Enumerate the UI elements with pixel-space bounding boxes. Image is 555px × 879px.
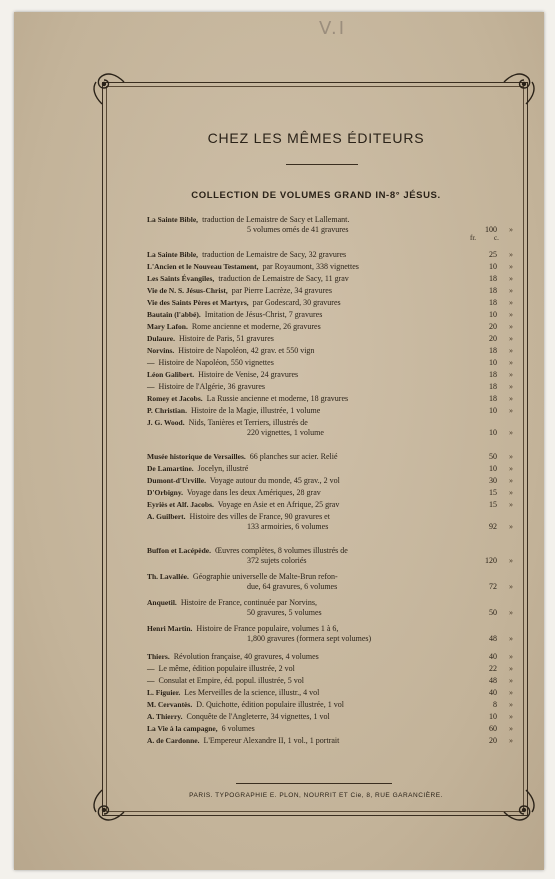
entry-cents-mark: » [509, 382, 513, 391]
entry-price: 18 [489, 382, 497, 391]
entry-description: Conquête de l'Angleterre, 34 vignettes, 1 vol [184, 712, 330, 721]
entry-price: 10 [489, 712, 497, 721]
entry-description-cont: due, 64 gravures, 6 volumes [247, 582, 338, 591]
catalog-entry [147, 250, 513, 260]
entry-author: Norvins. [147, 346, 175, 355]
entry-description: Histoire de la Magie, illustrée, 1 volume [188, 406, 321, 415]
entry-price: 40 [489, 652, 497, 661]
entry-price: 8 [493, 700, 497, 709]
catalog-entry [147, 406, 513, 416]
catalog-entry [147, 546, 513, 566]
entry-author: La Sainte Bible, [147, 215, 199, 224]
printer-imprint: PARIS. TYPOGRAPHIE E. PLON, NOURRIT ET Cie, 8, RUE GARANCIÈRE. [189, 792, 443, 799]
entry-author: J. G. Wood. [147, 418, 185, 427]
catalog-entry [147, 358, 513, 368]
entry-description: Histoire de Napoléon, 42 grav. et 550 vign [176, 346, 315, 355]
entry-price: 20 [489, 736, 497, 745]
entry-cents-mark: » [509, 736, 513, 745]
entry-author: L. Figuier. [147, 688, 181, 697]
entry-author: L'Ancien et le Nouveau Testament, [147, 262, 259, 271]
catalog-entry [147, 452, 513, 462]
entry-description: Le même, édition populaire illustrée, 2 vol [156, 664, 295, 673]
entry-description: Géographie universelle de Malte-Brun refon- [190, 572, 338, 581]
entry-price: 10 [489, 358, 497, 367]
catalog-entry [147, 310, 513, 320]
entry-cents-mark: » [509, 370, 513, 379]
collection-subtitle: COLLECTION DE VOLUMES GRAND IN-8° JÉSUS. [191, 190, 441, 201]
pencil-note: V.I [319, 18, 347, 39]
entry-price: 18 [489, 286, 497, 295]
entry-description: Histoire de Venise, 24 gravures [196, 370, 299, 379]
entry-description: 6 volumes [219, 724, 255, 733]
entry-cents-mark: » [509, 225, 513, 234]
entry-author: Vie de N. S. Jésus-Christ, [147, 286, 228, 295]
catalog-entry [147, 712, 513, 722]
entry-author: Th. Lavallée. [147, 572, 189, 581]
catalog-entry [147, 700, 513, 710]
entry-author: Anquetil. [147, 598, 177, 607]
entry-price: 15 [489, 500, 497, 509]
entry-price: 100 [485, 225, 497, 234]
entry-price: 60 [489, 724, 497, 733]
entry-description: Rome ancienne et moderne, 26 gravures [189, 322, 321, 331]
entry-price: 30 [489, 476, 497, 485]
entry-price: 48 [489, 634, 497, 643]
catalog-entry [147, 274, 513, 284]
entry-description: Œuvres complètes, 8 volumes illustrés de [212, 546, 348, 555]
entry-cents-mark: » [509, 274, 513, 283]
entry-description: Révolution française, 40 gravures, 4 volumes [171, 652, 319, 661]
catalog-entry [147, 664, 513, 674]
entry-price: 15 [489, 488, 497, 497]
entry-cents-mark: » [509, 488, 513, 497]
entry-author: — [147, 382, 155, 391]
entry-author: Vie des Saints Pères et Martyrs, [147, 298, 249, 307]
catalog-entry [147, 215, 513, 235]
entry-description-cont: 133 armoiries, 6 volumes [247, 522, 329, 531]
entry-description: traduction de Lemaistre de Sacy, 11 grav [216, 274, 349, 283]
entry-author: Léon Galibert. [147, 370, 195, 379]
entry-author: Thiers. [147, 652, 170, 661]
entry-description-cont: 372 sujets coloriés [247, 556, 307, 565]
catalog-entry [147, 322, 513, 332]
entry-author: M. Cervantès. [147, 700, 193, 709]
entry-author: Mary Lafon. [147, 322, 188, 331]
catalog-entry [147, 500, 513, 510]
entry-cents-mark: » [509, 652, 513, 661]
entry-price: 20 [489, 322, 497, 331]
entry-description: D. Quichotte, édition populaire illustrée, 1 vol [194, 700, 344, 709]
entry-description-cont: 5 volumes ornés de 41 gravures [247, 225, 349, 234]
entry-description: Histoire de France, continuée par Norvins, [178, 598, 317, 607]
entry-author: Romey et Jacobs. [147, 394, 203, 403]
entry-cents-mark: » [509, 406, 513, 415]
entry-price: 92 [489, 522, 497, 531]
entry-cents-mark: » [509, 250, 513, 259]
catalog-entry [147, 488, 513, 498]
entry-cents-mark: » [509, 346, 513, 355]
catalog-entry [147, 724, 513, 734]
catalog-entry [147, 394, 513, 404]
entry-description: Voyage dans les deux Amériques, 28 grav [185, 488, 321, 497]
entry-description: Voyage autour du monde, 45 grav., 2 vol [207, 476, 340, 485]
entry-description: Histoire de France populaire, volumes 1 à 6, [194, 624, 339, 633]
entry-price: 22 [489, 664, 497, 673]
entry-author: Henri Martin. [147, 624, 193, 633]
entry-author: — [147, 358, 155, 367]
entry-cents-mark: » [509, 310, 513, 319]
entry-description: Histoire des villes de France, 90 gravures et [187, 512, 330, 521]
entry-description: Consulat et Empire, éd. popul. illustrée, 5 vol [156, 676, 305, 685]
entry-description: Histoire de Napoléon, 550 vignettes [156, 358, 274, 367]
entry-author: Buffon et Lacépède. [147, 546, 211, 555]
entry-description: Jocelyn, illustré [195, 464, 249, 473]
entry-cents-mark: » [509, 712, 513, 721]
entry-description-cont: 220 vignettes, 1 volume [247, 428, 324, 437]
currency-cents: c. [494, 234, 499, 242]
currency-unit: fr. [470, 234, 477, 242]
entry-author: De Lamartine. [147, 464, 194, 473]
entry-cents-mark: » [509, 634, 513, 643]
entry-author: Eyriès et Alf. Jacobs. [147, 500, 214, 509]
entry-cents-mark: » [509, 334, 513, 343]
entry-description: Histoire de l'Algérie, 36 gravures [156, 382, 266, 391]
entry-cents-mark: » [509, 452, 513, 461]
entry-cents-mark: » [509, 700, 513, 709]
entry-cents-mark: » [509, 298, 513, 307]
entry-price: 10 [489, 428, 497, 437]
footer-divider [236, 783, 392, 784]
entry-cents-mark: » [509, 286, 513, 295]
catalog-entry [147, 624, 513, 644]
entry-description: La Russie ancienne et moderne, 18 gravures [204, 394, 349, 403]
entry-description: 66 planches sur acier. Relié [247, 452, 338, 461]
back-cover-page [14, 12, 544, 870]
entry-cents-mark: » [509, 464, 513, 473]
entry-price: 120 [485, 556, 497, 565]
entry-price: 18 [489, 370, 497, 379]
entry-price: 20 [489, 334, 497, 343]
entry-author: A. Guilbert. [147, 512, 186, 521]
entry-author: Dulaure. [147, 334, 175, 343]
entry-price: 50 [489, 452, 497, 461]
entry-description: par Godescard, 30 gravures [250, 298, 341, 307]
entry-author: P. Christian. [147, 406, 187, 415]
entry-author: La Vie à la campagne, [147, 724, 218, 733]
entry-description-cont: 50 gravures, 5 volumes [247, 608, 322, 617]
entry-cents-mark: » [509, 322, 513, 331]
entry-description: traduction de Lemaistre de Sacy, 32 gravures [200, 250, 347, 259]
catalog-entry [147, 334, 513, 344]
entry-price: 72 [489, 582, 497, 591]
entry-description: traduction de Lemaistre de Sacy et Lallemant. [200, 215, 350, 224]
entry-price: 48 [489, 676, 497, 685]
entry-cents-mark: » [509, 582, 513, 591]
entry-price: 10 [489, 310, 497, 319]
catalog-entry [147, 476, 513, 486]
entry-price: 50 [489, 608, 497, 617]
entry-price: 18 [489, 394, 497, 403]
entry-author: — [147, 664, 155, 673]
entry-cents-mark: » [509, 688, 513, 697]
entry-price: 10 [489, 464, 497, 473]
entry-author: — [147, 676, 155, 685]
catalog-entry [147, 676, 513, 686]
entry-price: 10 [489, 406, 497, 415]
entry-description: par Royaumont, 338 vignettes [260, 262, 359, 271]
entry-price: 18 [489, 298, 497, 307]
entry-cents-mark: » [509, 676, 513, 685]
entry-cents-mark: » [509, 358, 513, 367]
entry-author: Les Saints Évangiles, [147, 274, 215, 283]
catalog-entry [147, 736, 513, 746]
entry-cents-mark: » [509, 556, 513, 565]
entry-description: Voyage en Asie et en Afrique, 25 grav [215, 500, 340, 509]
catalog-entry [147, 572, 513, 592]
entry-price: 18 [489, 346, 497, 355]
entry-author: A. Thierry. [147, 712, 183, 721]
entry-author: A. de Cardonne. [147, 736, 200, 745]
entry-cents-mark: » [509, 428, 513, 437]
catalog-entry [147, 652, 513, 662]
entry-price: 25 [489, 250, 497, 259]
entry-cents-mark: » [509, 476, 513, 485]
catalog-entry [147, 512, 513, 532]
entry-price: 40 [489, 688, 497, 697]
catalog-entry [147, 262, 513, 272]
catalog-entry [147, 464, 513, 474]
entry-description: Les Merveilles de la science, illustr., 4 vol [182, 688, 320, 697]
catalog-list [14, 12, 544, 870]
entry-description: Imitation de Jésus-Christ, 7 gravures [202, 310, 323, 319]
entry-cents-mark: » [509, 724, 513, 733]
entry-price: 18 [489, 274, 497, 283]
catalog-entry [147, 370, 513, 380]
entry-cents-mark: » [509, 522, 513, 531]
catalog-entry [147, 346, 513, 356]
entry-description: L'Empereur Alexandre II, 1 vol., 1 portrait [201, 736, 340, 745]
entry-author: Dumont-d'Urville. [147, 476, 206, 485]
entry-author: La Sainte Bible, [147, 250, 199, 259]
entry-author: D'Orbigny. [147, 488, 184, 497]
entry-cents-mark: » [509, 664, 513, 673]
entry-author: Musée historique de Versailles. [147, 452, 246, 461]
entry-description: Histoire de Paris, 51 gravures [177, 334, 274, 343]
catalog-entry [147, 298, 513, 308]
catalog-entry [147, 418, 513, 438]
catalog-entry [147, 286, 513, 296]
entry-description-cont: 1,800 gravures (formera sept volumes) [247, 634, 372, 643]
entry-description: par Pierre Lacrèze, 34 gravures [229, 286, 332, 295]
entry-author: Bautain (l'abbé). [147, 310, 201, 319]
entry-cents-mark: » [509, 500, 513, 509]
entry-cents-mark: » [509, 394, 513, 403]
catalog-entry [147, 382, 513, 392]
entry-cents-mark: » [509, 608, 513, 617]
entry-cents-mark: » [509, 262, 513, 271]
catalog-entry [147, 598, 513, 618]
catalog-entry [147, 688, 513, 698]
entry-description: Nids, Tanières et Terriers, illustrés de [186, 418, 308, 427]
entry-price: 10 [489, 262, 497, 271]
page-title: CHEZ LES MÊMES ÉDITEURS [207, 130, 425, 146]
